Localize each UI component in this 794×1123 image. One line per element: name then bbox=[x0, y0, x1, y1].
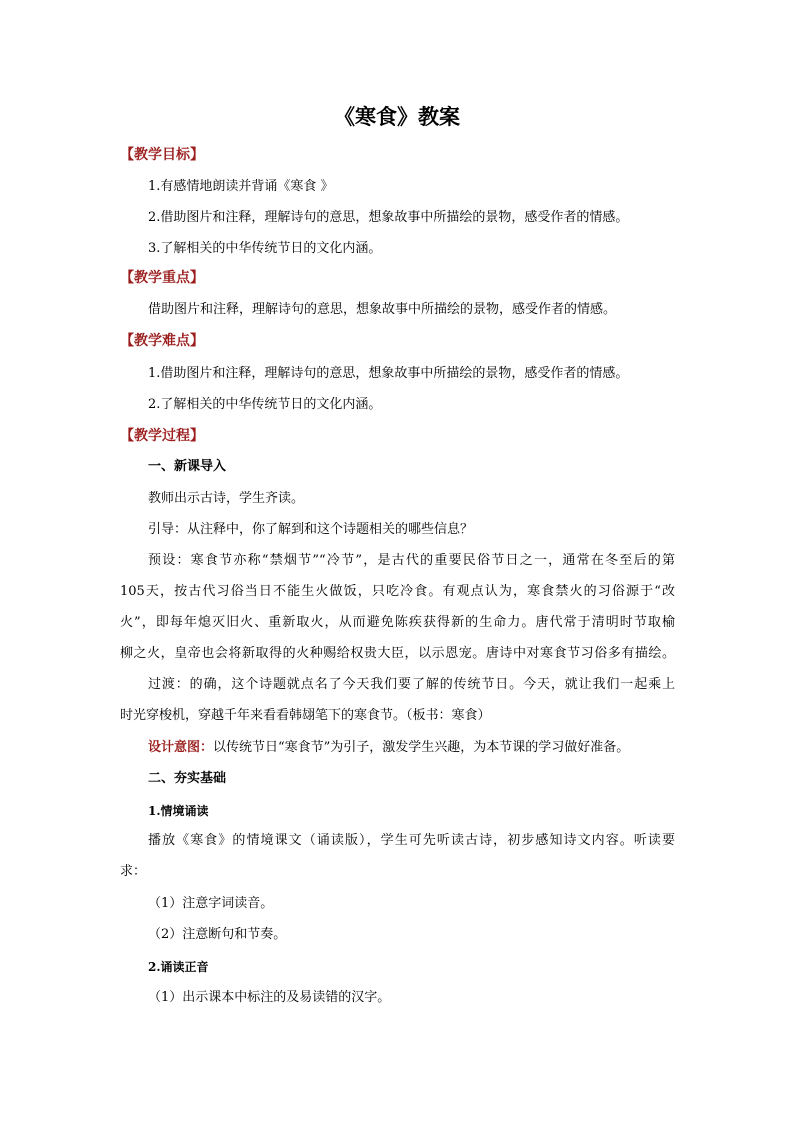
goal-item-1: 1.有感情地朗读并背诵《寒食 》 bbox=[148, 179, 334, 194]
transition-line-2: 时光穿梭机，穿越千年来看看韩翃笔下的寒食节。（板书：寒食） bbox=[120, 708, 491, 723]
sub1-line-2: 求： bbox=[120, 864, 147, 879]
sub2-item-1: （1）出示课本中标注的及易读错的汉字。 bbox=[148, 990, 391, 1005]
difficulty-item-1: 1.借助图片和注释，理解诗句的意思，想象故事中所描绘的景物，感受作者的情感。 bbox=[148, 366, 629, 381]
heading-teaching-process: 【教学过程】 bbox=[120, 428, 204, 444]
preset-line-1: 预设：寒食节亦称“禁烟节”“冷节”，是古代的重要民俗节日之一，通常在冬至后的第 bbox=[148, 553, 675, 568]
design-intent-label: 设计意图： bbox=[148, 740, 214, 755]
heading-teaching-goals: 【教学目标】 bbox=[120, 147, 204, 163]
sub1-item-2: （2）注意断句和节奏。 bbox=[148, 927, 287, 942]
design-intent-text: 以传统节日“寒食节”为引子，激发学生兴趣，为本节课的学习做好准备。 bbox=[213, 740, 630, 755]
paragraph-teacher-shows-poem: 教师出示古诗，学生齐读。 bbox=[148, 491, 305, 506]
heading-difficulties: 【教学难点】 bbox=[120, 333, 204, 349]
sub1-title: 1.情境诵读 bbox=[148, 804, 209, 818]
sub1-item-1: （1）注意字词读音。 bbox=[148, 896, 274, 911]
preset-line-3: 火”，即每年熄灭旧火、重新取火，从而避免陈疾获得新的生命力。唐代常于清明时节取榆 bbox=[120, 615, 675, 630]
goal-item-2: 2.借助图片和注释，理解诗句的意思，想象故事中所描绘的景物，感受作者的情感。 bbox=[148, 210, 629, 225]
heading-key-points: 【教学重点】 bbox=[120, 270, 204, 286]
key-points-text: 借助图片和注释，理解诗句的意思，想象故事中所描绘的景物，感受作者的情感。 bbox=[148, 302, 617, 317]
part1-title: 一、新课导入 bbox=[148, 459, 227, 474]
preset-line-2: 105天，按古代习俗当日不能生火做饭，只吃冷食。有观点认为，寒食禁火的习俗源于“改 bbox=[120, 584, 675, 599]
difficulty-item-2: 2.了解相关的中华传统节日的文化内涵。 bbox=[148, 397, 382, 412]
goal-item-3: 3.了解相关的中华传统节日的文化内涵。 bbox=[148, 241, 382, 256]
preset-line-4: 柳之火，皇帝也会将新取得的火种赐给权贵大臣，以示恩宠。唐诗中对寒食节习俗多有描绘。 bbox=[120, 646, 675, 661]
sub1-line-1: 播放《寒食》的情境课文（诵读版），学生可先听读古诗，初步感知诗文内容。听读要 bbox=[148, 833, 675, 848]
paragraph-guidance: 引导：从注释中，你了解到和这个诗题相关的哪些信息？ bbox=[148, 522, 474, 537]
transition-line-1: 过渡：的确，这个诗题就点名了今天我们要了解的传统节日。今天，就让我们一起乘上 bbox=[148, 677, 675, 692]
document-title: 《寒食》教案 bbox=[334, 104, 460, 129]
sub2-title: 2.诵读正音 bbox=[148, 960, 209, 974]
part2-title: 二、夯实基础 bbox=[148, 771, 227, 786]
design-intent bbox=[148, 738, 629, 758]
